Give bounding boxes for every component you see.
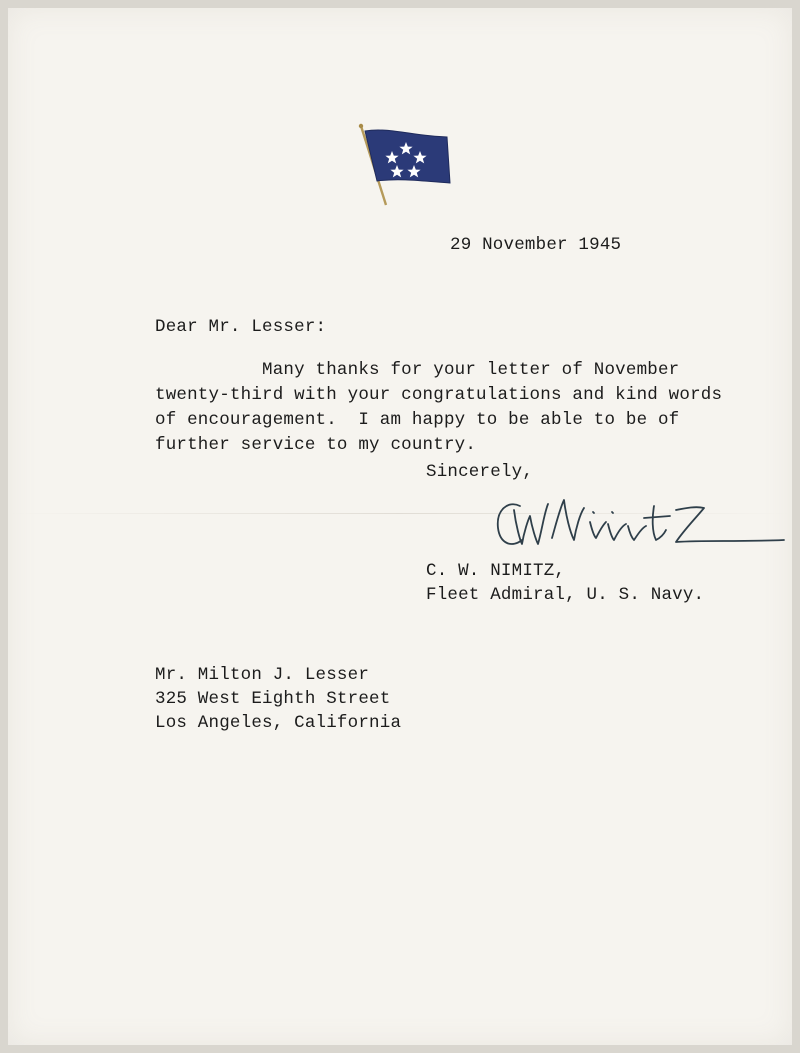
salutation: Dear Mr. Lesser: [155, 317, 327, 337]
signer-name: C. W. NIMITZ, [426, 561, 566, 581]
letter-sheet [8, 8, 792, 1045]
signer-title: Fleet Admiral, U. S. Navy. [426, 585, 705, 605]
body-line: twenty-third with your congratulations and kind words [155, 385, 723, 405]
recipient-name: Mr. Milton J. Lesser [155, 665, 370, 685]
body-line: of encouragement. I am happy to be able to be of [155, 410, 680, 430]
recipient-street: 325 West Eighth Street [155, 689, 391, 709]
body-line: further service to my country. [155, 435, 477, 455]
flag-finial [359, 124, 363, 128]
closing: Sincerely, [426, 462, 534, 482]
flag-cloth [365, 130, 450, 183]
body-line: Many thanks for your letter of November [155, 360, 680, 380]
five-star-flag-icon [351, 118, 451, 208]
handwritten-signature [486, 488, 786, 568]
letter-date: 29 November 1945 [450, 235, 622, 255]
recipient-city: Los Angeles, California [155, 713, 402, 733]
